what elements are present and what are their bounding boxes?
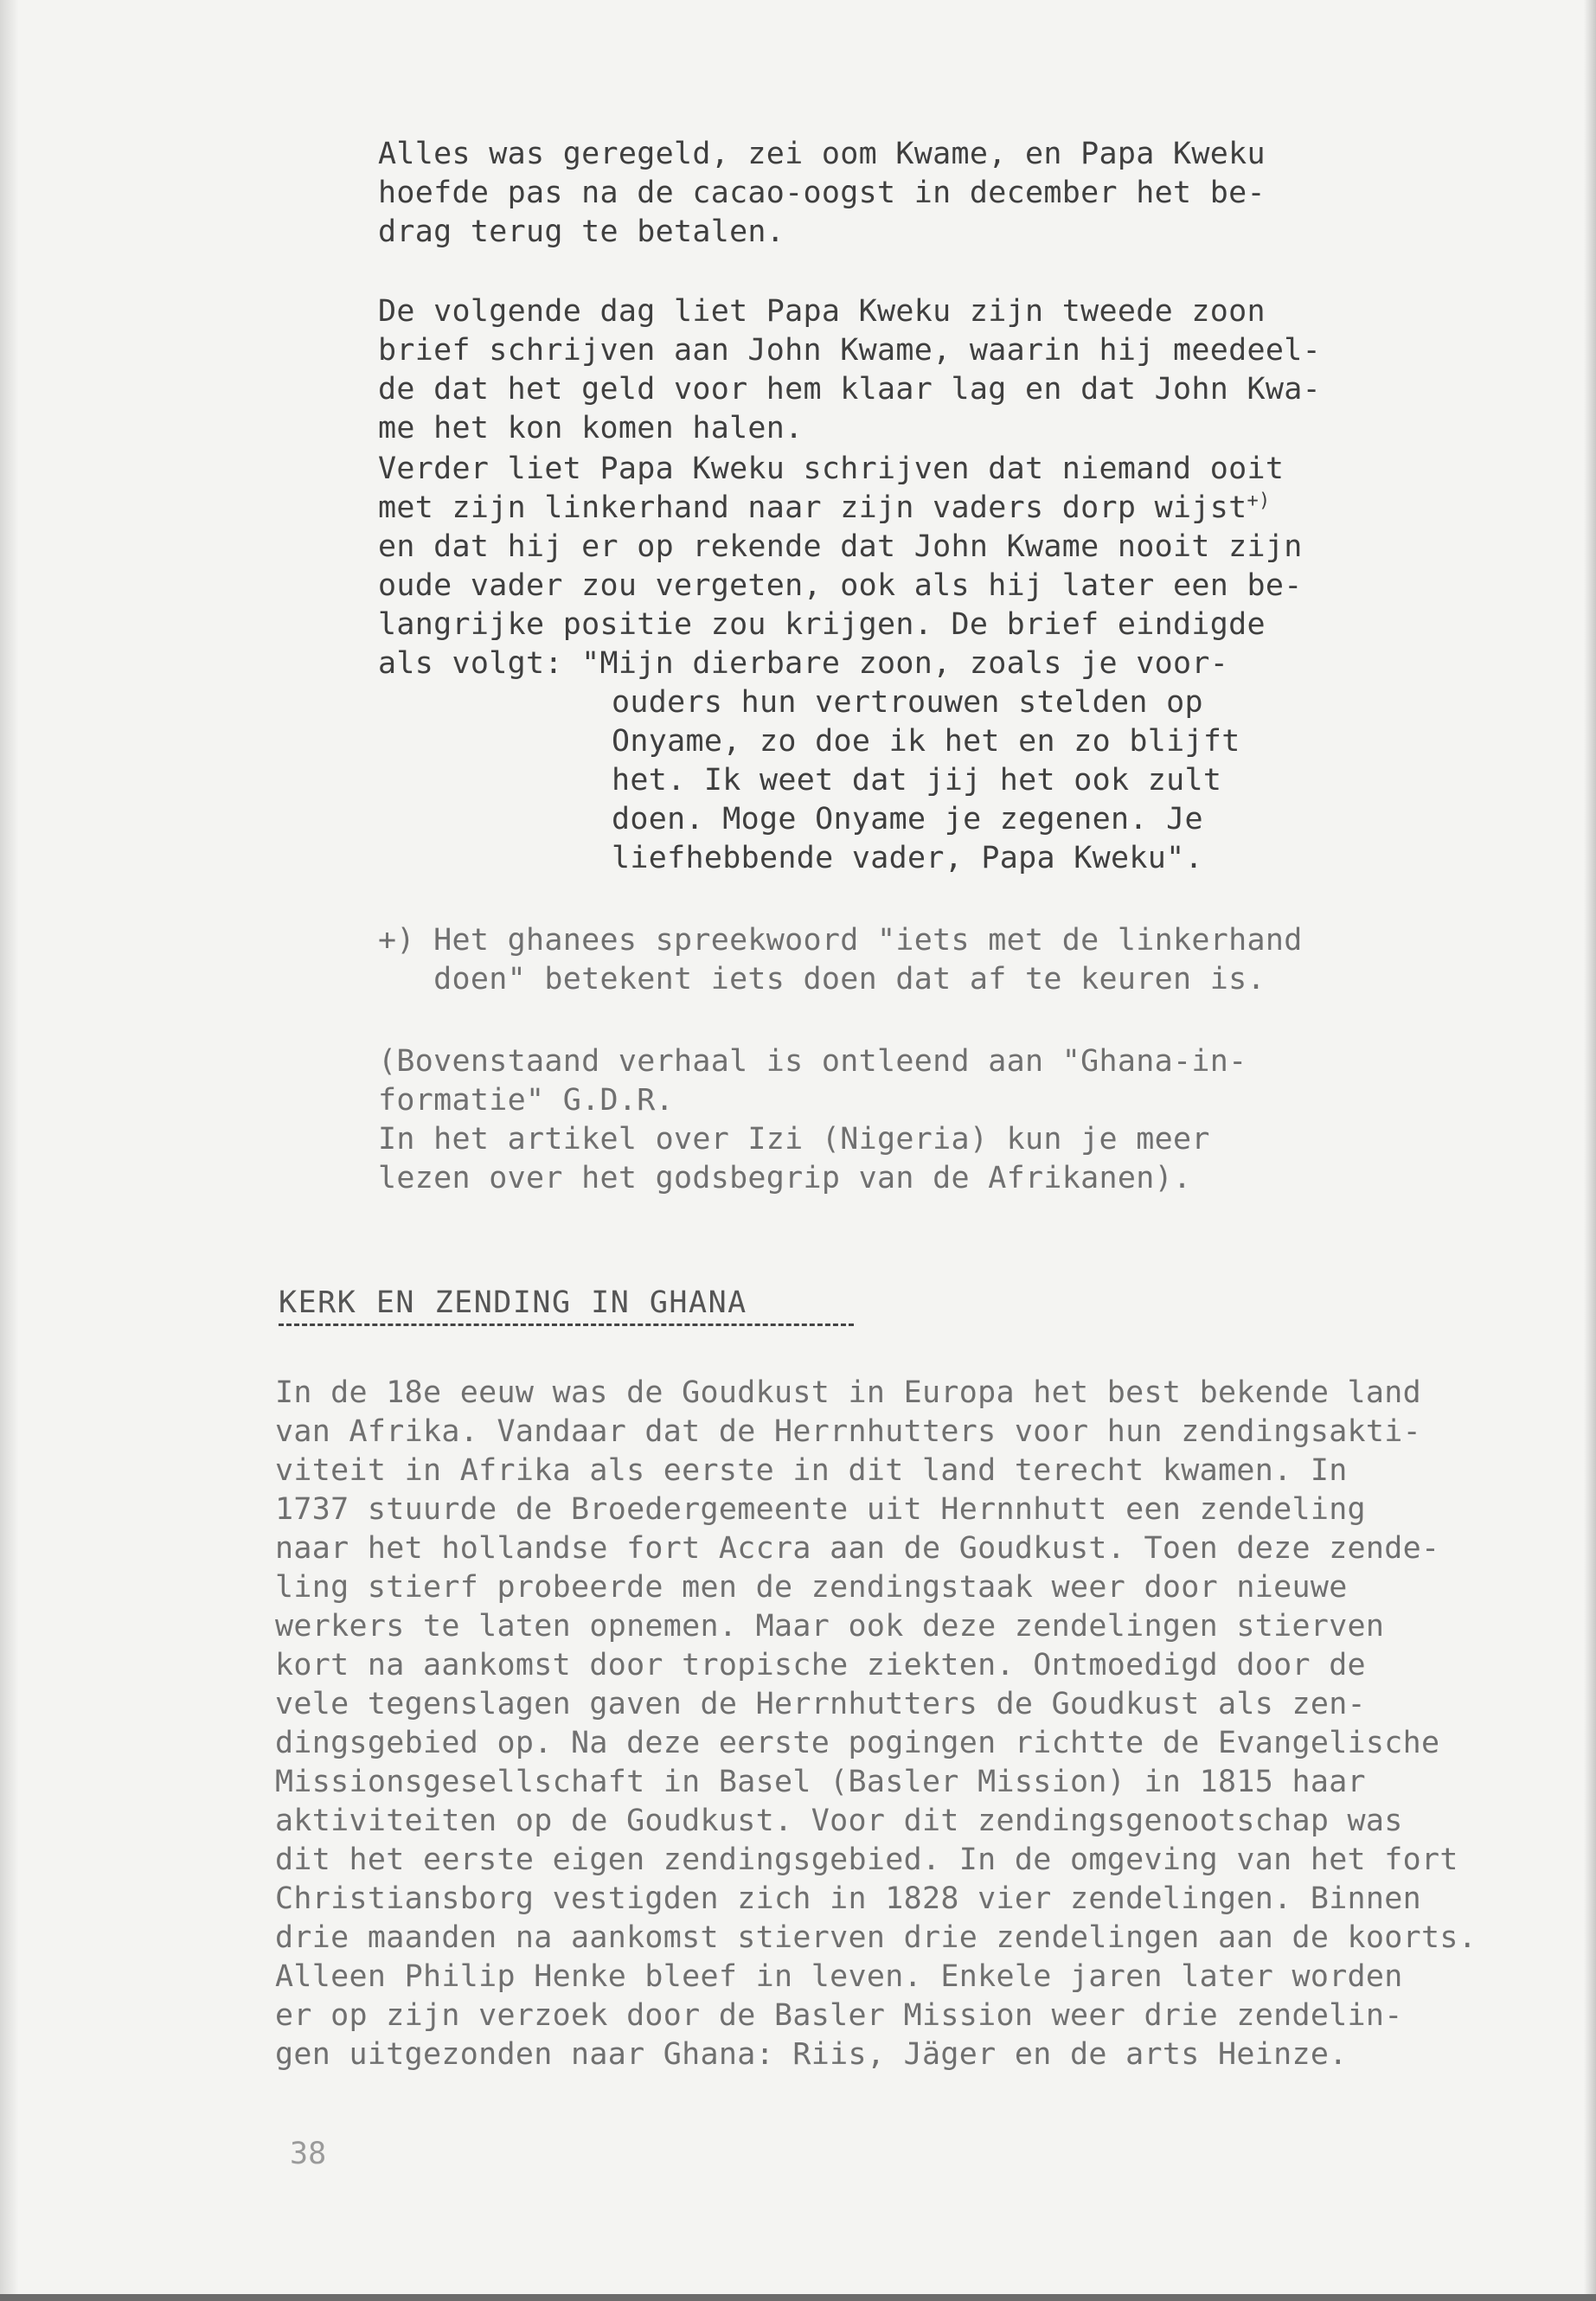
section-body-line: Christiansborg vestigden zich in 1828 vier zendelingen. Binnen [275, 1881, 1422, 1916]
story-line: oude vader zou vergeten, ook als hij later een be- [378, 568, 1303, 603]
story-line: langrijke positie zou krijgen. De brief eindigde [378, 607, 1266, 642]
quote-line: doen. Moge Onyame je zegenen. Je [612, 802, 1203, 836]
story-line: en dat hij er op rekende dat John Kwame nooit zijn [378, 529, 1303, 564]
section-body-line: kort na aankomst door tropische ziekten. Ontmoedigd door de [275, 1648, 1366, 1682]
section-heading: KERK EN ZENDING IN GHANA [279, 1285, 747, 1320]
section-body-line: Missionsgesellschaft in Basel (Basler Mission) in 1815 haar [275, 1765, 1366, 1799]
page-right-edge [1584, 0, 1596, 2301]
source-note-line: formatie" G.D.R. [378, 1083, 674, 1118]
story-line-text: met zijn linkerhand naar zijn vaders dorp wijst [378, 490, 1247, 525]
story-line: als volgt: "Mijn dierbare zoon, zoals je voor- [378, 646, 1229, 681]
story-line: hoefde pas na de cacao-oogst in december het be- [378, 176, 1266, 210]
heading-underline [279, 1324, 854, 1326]
section-body-line: ling stierf probeerde men de zendingstaak weer door nieuwe [275, 1570, 1348, 1605]
scan-bottom-edge [0, 2294, 1596, 2301]
section-body-line: Alleen Philip Henke bleef in leven. Enkele jaren later worden [275, 1959, 1403, 1994]
source-note-line: lezen over het godsbegrip van de Afrikanen). [378, 1161, 1192, 1195]
section-body-line: aktiviteiten op de Goudkust. Voor dit zendingsgenootschap was [275, 1804, 1403, 1838]
story-line: De volgende dag liet Papa Kweku zijn tweede zoon [378, 294, 1266, 329]
section-body-line: viteit in Afrika als eerste in dit land terecht kwamen. In [275, 1453, 1348, 1488]
quote-line: liefhebbende vader, Papa Kweku". [612, 841, 1203, 875]
page-number: 38 [290, 2137, 327, 2171]
page-left-shadow [0, 0, 19, 2301]
quote-line: Onyame, zo doe ik het en zo blijft [612, 724, 1240, 759]
section-body-line: er op zijn verzoek door de Basler Mission weer drie zendelin- [275, 1998, 1403, 2033]
section-body-line: werkers te laten opnemen. Maar ook deze zendelingen stierven [275, 1609, 1385, 1644]
quote-line: ouders hun vertrouwen stelden op [612, 685, 1203, 720]
section-body-line: dit het eerste eigen zendingsgebied. In de omgeving van het fort [275, 1843, 1458, 1877]
section-body-line: dingsgebied op. Na deze eerste pogingen richtte de Evangelische [275, 1726, 1440, 1760]
section-body-line: van Afrika. Vandaar dat de Herrnhutters voor hun zendingsakti- [275, 1414, 1422, 1449]
section-body-line: naar het hollandse fort Accra aan de Goudkust. Toen deze zende- [275, 1531, 1440, 1566]
story-line: de dat het geld voor hem klaar lag en dat John Kwa- [378, 372, 1321, 407]
section-body-line: 1737 stuurde de Broedergemeente uit Hernnhutt een zendeling [275, 1492, 1366, 1527]
footnote-line: +) Het ghanees spreekwoord "iets met de linkerhand [378, 923, 1303, 958]
section-body-line: drie maanden na aankomst stierven drie zendelingen aan de koorts. [275, 1920, 1477, 1955]
story-line: drag terug te betalen. [378, 215, 785, 249]
source-note-line: (Bovenstaand verhaal is ontleend aan "Ghana-in- [378, 1044, 1247, 1079]
section-body-line: In de 18e eeuw was de Goudkust in Europa het best bekende land [275, 1375, 1422, 1410]
story-line: me het kon komen halen. [378, 411, 804, 445]
story-line: Alles was geregeld, zei oom Kwame, en Papa Kweku [378, 137, 1266, 171]
section-body-line: vele tegenslagen gaven de Herrnhutters de Goudkust als zen- [275, 1687, 1366, 1721]
footnote-line: doen" betekent iets doen dat af te keuren is. [378, 962, 1266, 997]
section-body-line: gen uitgezonden naar Ghana: Riis, Jäger en de arts Heinze. [275, 2037, 1348, 2072]
story-line [378, 489, 1271, 528]
story-line: Verder liet Papa Kweku schrijven dat niemand ooit [378, 452, 1285, 486]
story-line: brief schrijven aan John Kwame, waarin hij meedeel- [378, 333, 1321, 368]
source-note-line: In het artikel over Izi (Nigeria) kun je meer [378, 1122, 1210, 1157]
footnote-marker: +) [1247, 490, 1271, 512]
quote-line: het. Ik weet dat jij het ook zult [612, 763, 1222, 798]
